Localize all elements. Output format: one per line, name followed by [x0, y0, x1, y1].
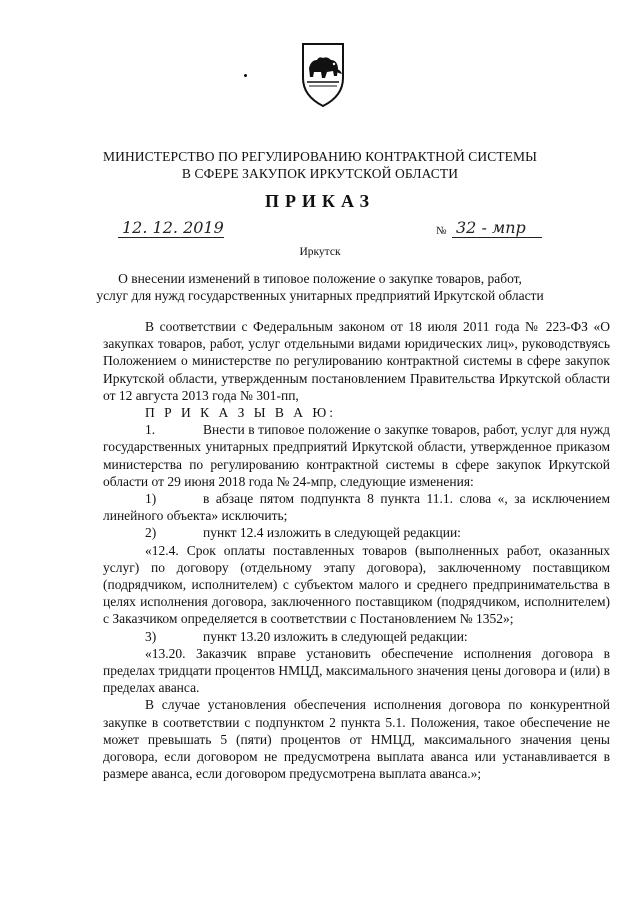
subitem-1-text: в абзаце пятом подпункта 8 пункта 11.1. слова «, за исключением линейного объекта» исключить; [103, 491, 610, 524]
ministry-line1: МИНИСТЕРСТВО ПО РЕГУЛИРОВАНИЮ КОНТРАКТНОЙ СИСТЕМЫ [103, 149, 537, 164]
subitem-3 [103, 628, 610, 645]
subitem-1-number: 1) [145, 491, 157, 507]
stray-dot [244, 74, 247, 77]
order-number: 32 - мпр [452, 218, 542, 238]
ministry-name [0, 148, 640, 182]
subitem-2-text: пункт 12.4 изложить в следующей редакции: [203, 525, 461, 541]
item-1-number: 1. [145, 422, 156, 438]
document-type: ПРИКАЗ [264, 191, 376, 211]
quote-13-20-paragraph-2: В случае установления обеспечения исполнения договора по конкурентной закупке в соответствии с подпунктом 2 пункта 5.1. Положения, такое обеспечение не может превышать 5 (пяти) процентов от НМЦД, максимального значения цены договора, если договором не предусмотрена выплата аванса или устанавливается в размере аванса, если договором предусмотрена выплата аванса.»; [103, 697, 610, 782]
prikazyvayu: П Р И К А З Ы В А Ю: [145, 405, 337, 421]
subitem-3-number: 3) [145, 628, 157, 644]
item-1-text: Внести в типовое положение о закупке товаров, работ, услуг для нужд государственных унитарных предприятий Иркутской области, утвержденное приказом министерства по регулированию контрактной системы в сфере закупок Иркутской области от 29 июня 2018 года № 24-мпр, следующие изменения: [103, 422, 610, 489]
subject-line1: О внесении изменений в типовое положение о закупке товаров, работ, [118, 271, 522, 286]
city: Иркутск [299, 246, 341, 258]
subitem-2 [103, 524, 610, 541]
subitem-3-text: пункт 13.20 изложить в следующей редакции: [203, 628, 468, 644]
item-1 [103, 421, 610, 490]
order-subject [0, 270, 640, 304]
order-date: 12. 12. 2019 [118, 218, 224, 238]
order-body [103, 318, 610, 782]
quote-13-20: «13.20. Заказчик вправе установить обеспечение исполнения договора в пределах тридцати процентов НМЦД, максимального значения цены договора и (или) в пределах аванса. [103, 645, 610, 696]
number-sign: № [436, 225, 447, 237]
subitem-1 [103, 490, 610, 524]
ministry-line2: В СФЕРЕ ЗАКУПОК ИРКУТСКОЙ ОБЛАСТИ [181, 166, 459, 181]
subject-line2: услуг для нужд государственных унитарных предприятий Иркутской области [96, 288, 544, 303]
coat-of-arms-icon [297, 38, 349, 110]
quote-12-4: «12.4. Срок оплаты поставленных товаров (выполненных работ, оказанных услуг) по договору (отдельному этапу договора), заключенному поставщиком (подрядчиком, исполнителем) с субъектом малого и среднего предпринимательства в целях исполнения договора, заключенного поставщиком (подрядчиком, исполнителем) с Заказчиком определяется в соответствии с Постановлением № 1352»; [103, 542, 610, 627]
subitem-2-number: 2) [145, 525, 157, 541]
preamble: В соответствии с Федеральным законом от 18 июля 2011 года № 223-ФЗ «О закупках товаров, работ, услуг отдельными видами юридических лиц», руководствуясь Положением о министерстве по регулированию контрактной системы в сфере закупок Иркутской области, утвержденным постановлением Правительства Иркутской области от 12 августа 2013 года № 301-пп, [103, 319, 610, 403]
